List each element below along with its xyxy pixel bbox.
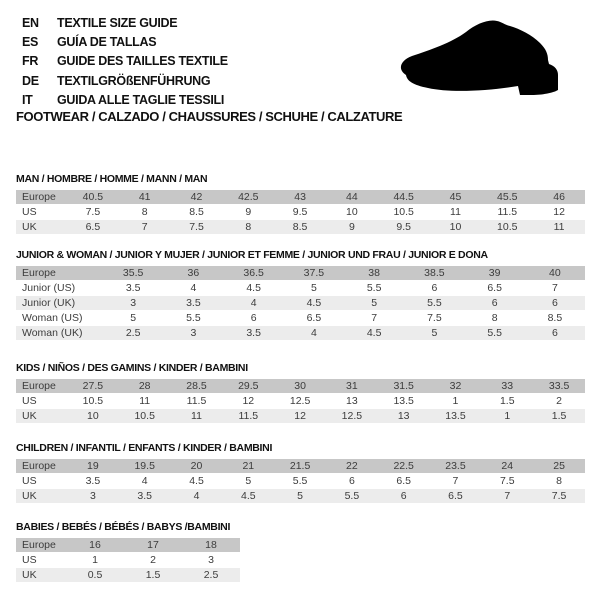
size-cell: 3 <box>182 553 240 567</box>
size-table-junior-woman <box>16 265 585 341</box>
table-row <box>16 296 585 310</box>
size-cell: 6.5 <box>430 489 482 503</box>
size-cell: 10 <box>430 220 482 234</box>
size-cell: 10.5 <box>378 205 430 219</box>
size-cell: 4.5 <box>344 326 404 340</box>
size-cell: 28 <box>119 379 171 393</box>
table-row <box>16 190 585 204</box>
size-cell: 12.5 <box>326 409 378 423</box>
size-cell: 4 <box>224 296 284 310</box>
row-label: Europe <box>16 459 67 473</box>
size-cell: 1 <box>481 409 533 423</box>
size-cell: 7 <box>430 474 482 488</box>
size-cell: 1 <box>66 553 124 567</box>
row-label: Woman (US) <box>16 311 103 325</box>
size-cell: 13.5 <box>378 394 430 408</box>
row-label: Europe <box>16 379 67 393</box>
table-row <box>16 568 240 582</box>
size-cell: 2 <box>533 394 585 408</box>
size-cell: 11 <box>119 394 171 408</box>
size-cell: 2.5 <box>182 568 240 582</box>
row-label: UK <box>16 220 67 234</box>
size-cell: 31.5 <box>378 379 430 393</box>
size-cell: 42 <box>171 190 223 204</box>
size-cell: 11 <box>171 409 223 423</box>
size-cell: 3.5 <box>67 474 119 488</box>
size-table-babies <box>16 537 240 583</box>
row-label: US <box>16 394 67 408</box>
size-cell: 6 <box>378 489 430 503</box>
size-cell: 40.5 <box>67 190 119 204</box>
size-cell: 13 <box>378 409 430 423</box>
section-title-man: MAN / HOMBRE / HOMME / MANN / MAN <box>16 173 208 185</box>
size-cell: 10.5 <box>119 409 171 423</box>
size-cell: 29.5 <box>222 379 274 393</box>
size-cell: 33 <box>481 379 533 393</box>
size-cell: 7.5 <box>481 474 533 488</box>
size-cell: 39 <box>465 266 525 280</box>
size-cell: 13.5 <box>430 409 482 423</box>
row-label: Europe <box>16 266 103 280</box>
size-cell: 5.5 <box>404 296 464 310</box>
size-cell: 12.5 <box>274 394 326 408</box>
language-code: FR <box>22 54 39 69</box>
size-cell: 9.5 <box>274 205 326 219</box>
size-cell: 45 <box>430 190 482 204</box>
row-label: US <box>16 553 66 567</box>
size-cell: 45.5 <box>481 190 533 204</box>
size-cell: 7 <box>119 220 171 234</box>
size-cell: 25 <box>533 459 585 473</box>
size-cell: 4.5 <box>171 474 223 488</box>
language-row-es <box>22 32 228 51</box>
size-table-man <box>16 189 585 235</box>
size-cell: 19 <box>67 459 119 473</box>
table-row <box>16 266 585 280</box>
row-label: Europe <box>16 538 66 552</box>
section-man <box>16 173 585 235</box>
size-cell: 6 <box>404 281 464 295</box>
size-cell: 8 <box>119 205 171 219</box>
size-cell: 22 <box>326 459 378 473</box>
size-cell: 11 <box>533 220 585 234</box>
size-cell: 3 <box>67 489 119 503</box>
language-row-de <box>22 71 228 90</box>
language-code: DE <box>22 73 39 88</box>
row-label: UK <box>16 568 66 582</box>
size-cell: 9 <box>326 220 378 234</box>
size-cell: 24 <box>481 459 533 473</box>
size-cell: 1.5 <box>533 409 585 423</box>
table-row <box>16 553 240 567</box>
size-cell: 1.5 <box>481 394 533 408</box>
size-cell: 27.5 <box>67 379 119 393</box>
row-label: Woman (UK) <box>16 326 103 340</box>
size-cell: 5 <box>222 474 274 488</box>
size-cell: 1 <box>430 394 482 408</box>
size-cell: 3.5 <box>163 296 223 310</box>
table-row <box>16 474 585 488</box>
size-cell: 5.5 <box>326 489 378 503</box>
size-cell: 5.5 <box>344 281 404 295</box>
size-cell: 12 <box>274 409 326 423</box>
size-cell: 3 <box>163 326 223 340</box>
size-cell: 17 <box>124 538 182 552</box>
section-title-kids: KIDS / NIÑOS / DES GAMINS / KINDER / BAMBINI <box>16 362 248 374</box>
size-cell: 16 <box>66 538 124 552</box>
size-cell: 7.5 <box>171 220 223 234</box>
table-row <box>16 220 585 234</box>
section-title-junior-woman: JUNIOR & WOMAN / JUNIOR Y MUJER / JUNIOR ET FEMME / JUNIOR UND FRAU / JUNIOR E DONA <box>16 249 488 261</box>
size-cell: 9 <box>222 205 274 219</box>
language-title: TEXTILE SIZE GUIDE <box>57 15 178 30</box>
size-cell: 3 <box>103 296 163 310</box>
size-cell: 10.5 <box>481 220 533 234</box>
size-cell: 4.5 <box>284 296 344 310</box>
size-cell: 8.5 <box>274 220 326 234</box>
section-junior-woman <box>16 249 585 341</box>
size-cell: 44.5 <box>378 190 430 204</box>
size-cell: 11.5 <box>222 409 274 423</box>
size-cell: 43 <box>274 190 326 204</box>
size-cell: 32 <box>430 379 482 393</box>
size-cell: 37.5 <box>284 266 344 280</box>
size-cell: 5 <box>284 281 344 295</box>
dress-shoe-icon <box>396 13 580 99</box>
size-cell: 6 <box>224 311 284 325</box>
row-label: Europe <box>16 190 67 204</box>
table-row <box>16 311 585 325</box>
size-cell: 5.5 <box>163 311 223 325</box>
language-code: EN <box>22 15 39 30</box>
size-cell: 6 <box>326 474 378 488</box>
section-kids <box>16 362 585 424</box>
section-children <box>16 442 585 504</box>
size-cell: 3.5 <box>103 281 163 295</box>
size-cell: 30 <box>274 379 326 393</box>
table-row <box>16 326 585 340</box>
size-cell: 13 <box>326 394 378 408</box>
size-cell: 19.5 <box>119 459 171 473</box>
size-cell: 44 <box>326 190 378 204</box>
size-cell: 21.5 <box>274 459 326 473</box>
size-cell: 36.5 <box>224 266 284 280</box>
size-cell: 4 <box>163 281 223 295</box>
table-row <box>16 459 585 473</box>
language-code: IT <box>22 92 33 107</box>
size-cell: 4 <box>119 474 171 488</box>
row-label: UK <box>16 489 67 503</box>
size-cell: 18 <box>182 538 240 552</box>
size-cell: 12 <box>533 205 585 219</box>
size-cell: 6.5 <box>378 474 430 488</box>
size-cell: 4.5 <box>222 489 274 503</box>
size-cell: 33.5 <box>533 379 585 393</box>
language-row-fr <box>22 52 228 71</box>
size-cell: 2 <box>124 553 182 567</box>
size-cell: 22.5 <box>378 459 430 473</box>
size-cell: 10.5 <box>67 394 119 408</box>
size-cell: 46 <box>533 190 585 204</box>
language-title: TEXTILGRÖßENFÜHRUNG <box>57 73 211 88</box>
category-heading: FOOTWEAR / CALZADO / CHAUSSURES / SCHUHE / CALZATURE <box>16 109 403 124</box>
size-cell: 8 <box>465 311 525 325</box>
section-title-babies: BABIES / BEBÉS / BÉBÉS / BABYS /BAMBINI <box>16 521 231 533</box>
size-cell: 7 <box>525 281 585 295</box>
size-cell: 8.5 <box>171 205 223 219</box>
size-cell: 8.5 <box>525 311 585 325</box>
size-cell: 12 <box>222 394 274 408</box>
table-row <box>16 409 585 423</box>
row-label: UK <box>16 409 67 423</box>
size-cell: 4 <box>171 489 223 503</box>
size-cell: 5 <box>274 489 326 503</box>
table-row <box>16 379 585 393</box>
size-cell: 10 <box>67 409 119 423</box>
size-cell: 6.5 <box>284 311 344 325</box>
size-cell: 31 <box>326 379 378 393</box>
size-cell: 35.5 <box>103 266 163 280</box>
language-code: ES <box>22 34 39 49</box>
size-cell: 1.5 <box>124 568 182 582</box>
table-row <box>16 489 585 503</box>
size-cell: 5 <box>344 296 404 310</box>
size-cell: 7 <box>481 489 533 503</box>
size-cell: 6 <box>465 296 525 310</box>
language-title: GUÍA DE TALLAS <box>57 34 157 49</box>
size-cell: 23.5 <box>430 459 482 473</box>
size-cell: 11.5 <box>171 394 223 408</box>
size-cell: 4.5 <box>224 281 284 295</box>
size-cell: 40 <box>525 266 585 280</box>
size-cell: 41 <box>119 190 171 204</box>
language-title: GUIDE DES TAILLES TEXTILE <box>57 54 228 69</box>
row-label: US <box>16 205 67 219</box>
size-cell: 7.5 <box>404 311 464 325</box>
size-cell: 8 <box>222 220 274 234</box>
section-title-children: CHILDREN / INFANTIL / ENFANTS / KINDER / BAMBINI <box>16 442 273 454</box>
size-cell: 21 <box>222 459 274 473</box>
size-cell: 7.5 <box>533 489 585 503</box>
size-table-children <box>16 458 585 504</box>
size-cell: 3.5 <box>119 489 171 503</box>
language-title-block <box>22 13 228 109</box>
size-cell: 11 <box>430 205 482 219</box>
size-cell: 5 <box>404 326 464 340</box>
size-cell: 38.5 <box>404 266 464 280</box>
size-cell: 2.5 <box>103 326 163 340</box>
size-cell: 36 <box>163 266 223 280</box>
size-cell: 5.5 <box>465 326 525 340</box>
size-cell: 20 <box>171 459 223 473</box>
language-row-en <box>22 13 228 32</box>
size-cell: 4 <box>284 326 344 340</box>
size-cell: 0.5 <box>66 568 124 582</box>
size-cell: 6 <box>525 296 585 310</box>
row-label: Junior (US) <box>16 281 103 295</box>
section-babies <box>16 521 240 583</box>
size-cell: 8 <box>533 474 585 488</box>
size-cell: 6 <box>525 326 585 340</box>
row-label: Junior (UK) <box>16 296 103 310</box>
size-table-kids <box>16 378 585 424</box>
size-cell: 9.5 <box>378 220 430 234</box>
size-cell: 10 <box>326 205 378 219</box>
size-cell: 6.5 <box>465 281 525 295</box>
table-row <box>16 205 585 219</box>
table-row <box>16 281 585 295</box>
row-label: US <box>16 474 67 488</box>
language-row-it <box>22 90 228 109</box>
size-cell: 11.5 <box>481 205 533 219</box>
table-row <box>16 538 240 552</box>
table-row <box>16 394 585 408</box>
size-cell: 5.5 <box>274 474 326 488</box>
size-cell: 6.5 <box>67 220 119 234</box>
size-cell: 7 <box>344 311 404 325</box>
size-cell: 3.5 <box>224 326 284 340</box>
size-cell: 42.5 <box>222 190 274 204</box>
size-cell: 5 <box>103 311 163 325</box>
language-title: GUIDA ALLE TAGLIE TESSILI <box>57 92 225 107</box>
size-cell: 7.5 <box>67 205 119 219</box>
size-cell: 38 <box>344 266 404 280</box>
size-cell: 28.5 <box>171 379 223 393</box>
